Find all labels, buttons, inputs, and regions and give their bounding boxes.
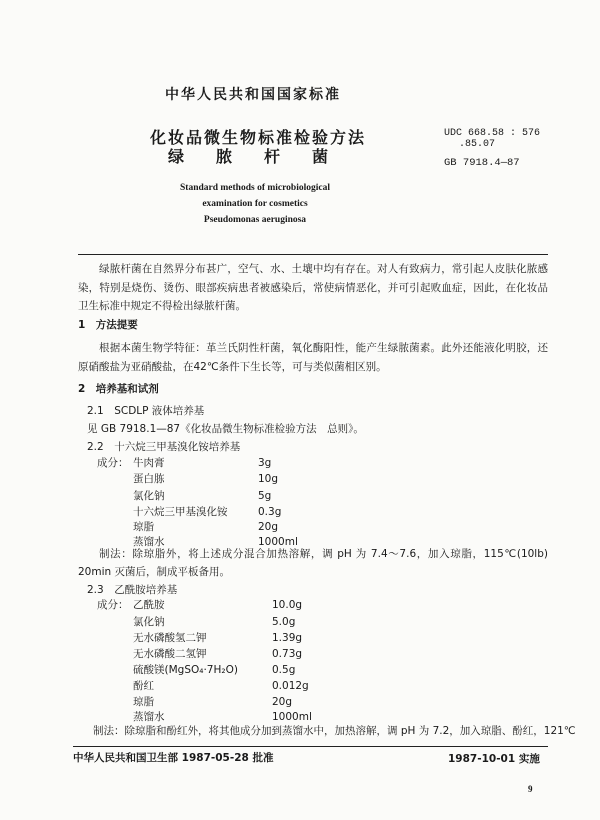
- ingredient-amount: 0.5g: [272, 664, 296, 676]
- ingredient-amount: 0.012g: [272, 680, 309, 692]
- gb-number: GB 7918.4—87: [444, 157, 520, 169]
- ingredient-amount: 3g: [258, 457, 272, 469]
- section21-text: 见 GB 7918.1—87《化妆品微生物标准检验方法 总则》。: [87, 423, 364, 435]
- section22-method: 制法：除琼脂外，将上述成分混合加热溶解，调 pH 为 7.4～7.6，加入琼脂，115℃(10lb) 20min 灭菌后，制成平板备用。: [78, 548, 548, 578]
- section1-text: 根据本菌生物学特征：革兰氏阴性杆菌，氧化酶阳性，能产生绿脓菌素。此外还能液化明胶，还原硝酸盐为亚硝酸盐，在42℃条件下生长等，可与类似菌相区别。: [78, 342, 548, 373]
- ingredient-amount: 5.0g: [272, 616, 296, 628]
- ingredient-amount: 0.73g: [272, 648, 303, 660]
- section22-ingredients-label: 成分：: [97, 457, 129, 469]
- udc-line2: .85.07: [459, 139, 496, 150]
- title-line1: 化妆品微生物标准检验方法: [150, 128, 367, 147]
- section2-heading: 2 培养基和试剂: [78, 383, 159, 395]
- title-line2: 绿脓杆菌: [168, 147, 361, 166]
- intro-paragraph: 绿脓杆菌在自然界分布甚广，空气、水、土壤中均有存在。对人有致病力，常引起人皮肤化脓感染，特别是烧伤、烫伤、眼部疾病患者被感染后，常使病情恶化，并可引起败血症，因此，在化妆品卫生标准中规定不得检出绿脓杆菌。: [78, 263, 548, 312]
- section21-heading: 2.1 SCDLP 液体培养基: [87, 405, 205, 417]
- header-rule: [78, 254, 548, 255]
- page-number: 9: [528, 784, 533, 794]
- english-title-2: examination for cosmetics: [202, 199, 308, 209]
- ingredient-amount: 20g: [258, 521, 279, 533]
- ingredient-name: 氯化钠: [133, 490, 165, 502]
- section22-heading: 2.2 十六烷三甲基溴化铵培养基: [87, 441, 241, 453]
- national-standard-label: 中华人民共和国国家标准: [165, 87, 341, 103]
- ingredient-name: 蛋白胨: [133, 473, 165, 485]
- ingredient-amount: 10g: [258, 473, 279, 485]
- ingredient-amount: 20g: [272, 696, 293, 708]
- section23-ingredients-label: 成分：: [97, 599, 129, 611]
- approval-line: 中华人民共和国卫生部 1987-05-28 批准: [73, 752, 274, 764]
- ingredient-name: 乙酰胺: [133, 599, 165, 611]
- ingredient-amount: 0.3g: [258, 506, 282, 518]
- section23-heading: 2.3 乙酰胺培养基: [87, 584, 178, 596]
- ingredient-name: 硫酸镁(MgSO₄·7H₂O): [133, 664, 238, 676]
- section1-heading: 1 方法提要: [78, 319, 138, 331]
- ingredient-amount: 1.39g: [272, 632, 303, 644]
- english-title-3: Pseudomonas aeruginosa: [203, 215, 307, 225]
- footer-rule: [73, 746, 548, 747]
- ingredient-amount: 10.0g: [272, 599, 303, 611]
- ingredient-name: 十六烷三甲基溴化铵: [133, 506, 228, 518]
- ingredient-name: 蒸馏水: [133, 536, 165, 548]
- ingredient-amount: 1000ml: [258, 536, 298, 548]
- ingredient-name: 无水磷酸二氢钾: [133, 648, 207, 660]
- section23-method: 制法：除琼脂和酚红外，将其他成分加到蒸馏水中，加热溶解，调 pH 为 7.2，加入琼脂、酚红，121℃: [93, 725, 576, 737]
- ingredient-name: 无水磷酸氢二钾: [133, 632, 207, 644]
- ingredient-name: 牛肉膏: [133, 457, 165, 469]
- ingredient-amount: 5g: [258, 490, 272, 502]
- ingredient-name: 酚红: [133, 680, 154, 692]
- english-title-1: Standard methods of microbiological: [180, 183, 330, 193]
- ingredient-name: 氯化钠: [133, 616, 165, 628]
- ingredient-name: 蒸馏水: [133, 711, 165, 723]
- ingredient-name: 琼脂: [133, 696, 154, 708]
- udc-line1: UDC 668.58 : 576: [444, 128, 541, 139]
- ingredient-amount: 1000ml: [272, 711, 312, 723]
- ingredient-name: 琼脂: [133, 521, 154, 533]
- effective-date: 1987-10-01 实施: [448, 753, 540, 765]
